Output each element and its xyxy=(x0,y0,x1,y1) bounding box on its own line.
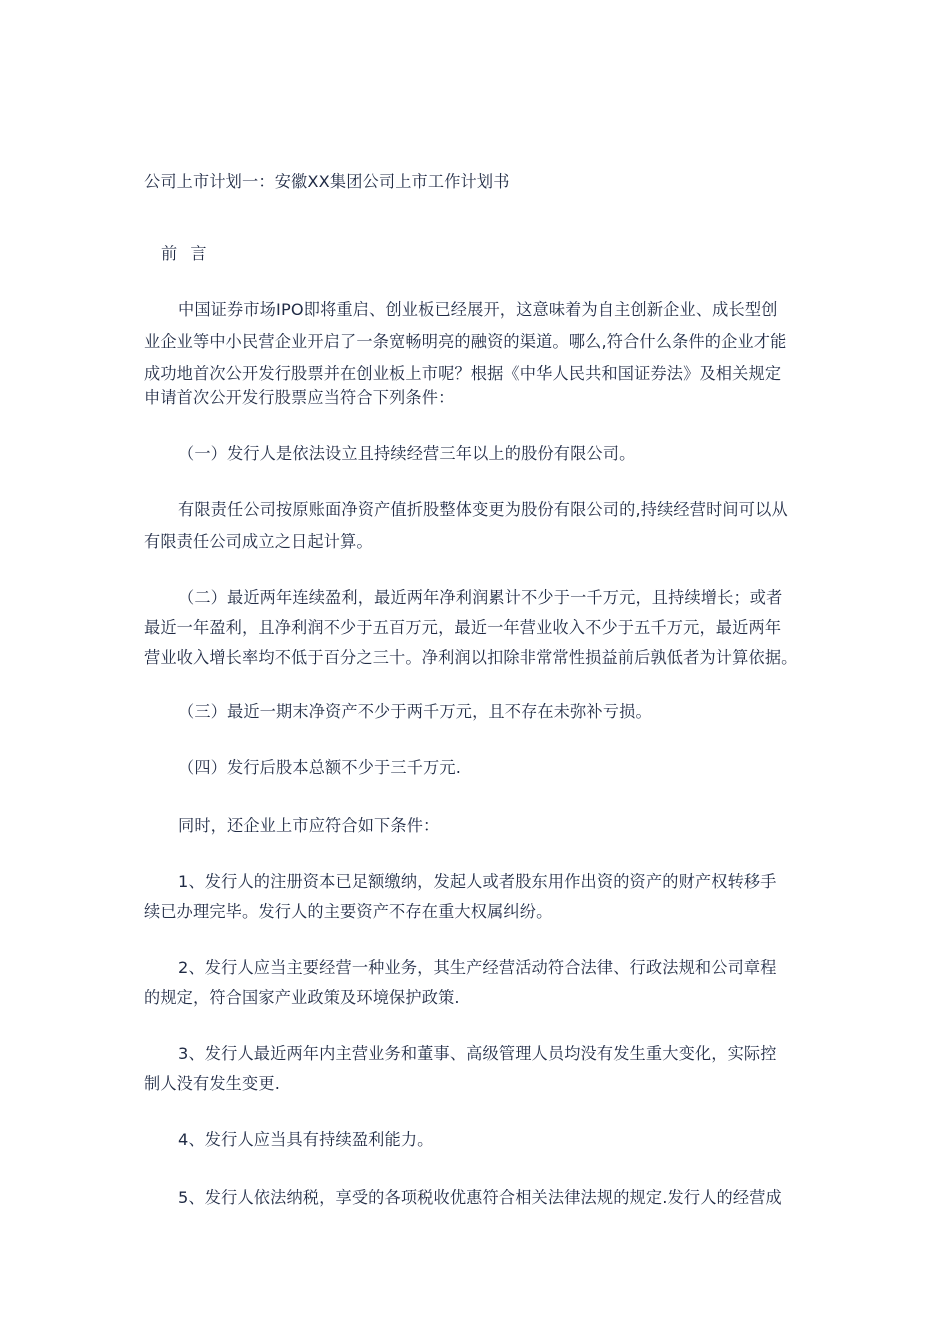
paragraph-line: 2、发行人应当主要经营一种业务，其生产经营活动符合法律、行政法规和公司章程 xyxy=(178,958,777,977)
paragraph-line: 续已办理完毕。发行人的主要资产不存在重大权属纠纷。 xyxy=(144,902,553,921)
paragraph-line: 最近一年盈利，且净利润不少于五百万元，最近一年营业收入不少于五千万元，最近两年 xyxy=(144,618,782,637)
paragraph-line: 有限责任公司成立之日起计算。 xyxy=(144,532,373,551)
document-title: 公司上市计划一：安徽XX集团公司上市工作计划书 xyxy=(144,172,510,191)
preface-heading: 前 言 xyxy=(161,244,211,263)
paragraph-line: 的规定，符合国家产业政策及环境保护政策. xyxy=(144,988,460,1007)
paragraph-line: 1、发行人的注册资本已足额缴纳，发起人或者股东用作出资的资产的财产权转移手 xyxy=(178,872,777,891)
paragraph-line: （二）最近两年连续盈利，最近两年净利润累计不少于一千万元，且持续增长；或者 xyxy=(178,588,783,607)
paragraph-line: 营业收入增长率均不低于百分之三十。净利润以扣除非常常性损益前后孰低者为计算依据。 xyxy=(144,648,798,667)
paragraph-line: （三）最近一期末净资产不少于两千万元，且不存在未弥补亏损。 xyxy=(178,702,652,721)
paragraph-line: （四）发行后股本总额不少于三千万元. xyxy=(178,758,462,777)
paragraph-line: 有限责任公司按原账面净资产值折股整体变更为股份有限公司的,持续经营时间可以从 xyxy=(178,500,788,519)
paragraph-line: 5、发行人依法纳税，享受的各项税收优惠符合相关法律法规的规定.发行人的经营成 xyxy=(178,1188,782,1207)
paragraph-line: 中国证券市场IPO即将重启、创业板已经展开，这意味着为自主创新企业、成长型创 xyxy=(178,300,778,319)
paragraph-line: 4、发行人应当具有持续盈利能力。 xyxy=(178,1130,434,1149)
paragraph-line: 制人没有发生变更. xyxy=(144,1074,280,1093)
paragraph-line: 同时，还企业上市应符合如下条件： xyxy=(178,816,440,835)
paragraph-line: （一）发行人是依法设立且持续经营三年以上的股份有限公司。 xyxy=(178,444,636,463)
paragraph-line: 3、发行人最近两年内主营业务和董事、高级管理人员均没有发生重大变化，实际控 xyxy=(178,1044,777,1063)
paragraph-line: 成功地首次公开发行股票并在创业板上市呢？根据《中华人民共和国证券法》及相关规定 xyxy=(144,364,782,383)
paragraph-line: 申请首次公开发行股票应当符合下列条件： xyxy=(144,388,455,407)
paragraph-line: 业企业等中小民营企业开启了一条宽畅明亮的融资的渠道。哪么,符合什么条件的企业才能 xyxy=(144,332,787,351)
